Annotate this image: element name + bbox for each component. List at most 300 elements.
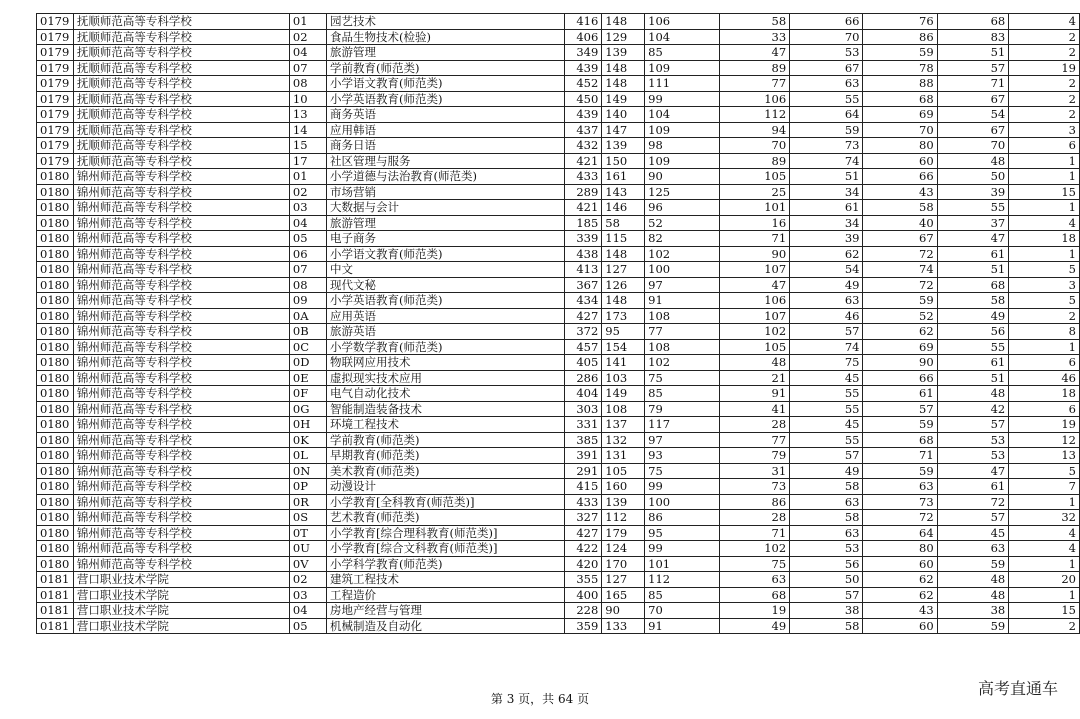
cell-school-code: 0180 bbox=[37, 262, 74, 278]
cell-major-name: 小学科学教育(师范类) bbox=[327, 556, 565, 572]
cell-major-code: 08 bbox=[289, 76, 326, 92]
cell-major-code: 0L bbox=[289, 448, 326, 464]
cell-total-score: 437 bbox=[565, 122, 602, 138]
cell-major-name: 应用韩语 bbox=[327, 122, 565, 138]
cell-col-6: 149 bbox=[602, 386, 645, 402]
cell-total-score: 406 bbox=[565, 29, 602, 45]
cell-major-code: 0P bbox=[289, 479, 326, 495]
table-row bbox=[37, 169, 1080, 185]
table-row bbox=[37, 618, 1080, 634]
cell-major-code: 02 bbox=[289, 572, 326, 588]
cell-col-11: 55 bbox=[937, 200, 1009, 216]
cell-col-12: 2 bbox=[1009, 29, 1080, 45]
cell-major-code: 05 bbox=[289, 231, 326, 247]
cell-major-name: 小学数学教育(师范类) bbox=[327, 339, 565, 355]
table-row bbox=[37, 138, 1080, 154]
cell-col-11: 51 bbox=[937, 262, 1009, 278]
cell-col-11: 71 bbox=[937, 76, 1009, 92]
cell-total-score: 349 bbox=[565, 45, 602, 61]
cell-major-name: 市场营销 bbox=[327, 184, 565, 200]
cell-col-6: 148 bbox=[602, 60, 645, 76]
cell-major-name: 小学教育[全科教育(师范类)] bbox=[327, 494, 565, 510]
cell-col-7: 96 bbox=[645, 200, 720, 216]
cell-col-11: 57 bbox=[937, 510, 1009, 526]
cell-total-score: 303 bbox=[565, 401, 602, 417]
cell-major-name: 学前教育(师范类) bbox=[327, 60, 565, 76]
cell-major-name: 房地产经营与管理 bbox=[327, 603, 565, 619]
cell-school-code: 0180 bbox=[37, 246, 74, 262]
cell-col-9: 57 bbox=[790, 324, 863, 340]
cell-school-code: 0180 bbox=[37, 541, 74, 557]
cell-major-code: 07 bbox=[289, 60, 326, 76]
cell-col-10: 59 bbox=[863, 463, 937, 479]
cell-major-name: 艺术教育(师范类) bbox=[327, 510, 565, 526]
cell-col-9: 67 bbox=[790, 60, 863, 76]
cell-col-9: 63 bbox=[790, 525, 863, 541]
cell-col-8: 90 bbox=[720, 246, 790, 262]
cell-col-10: 71 bbox=[863, 448, 937, 464]
cell-col-12: 3 bbox=[1009, 277, 1080, 293]
cell-col-8: 19 bbox=[720, 603, 790, 619]
cell-col-8: 21 bbox=[720, 370, 790, 386]
cell-school-name: 抚顺师范高等专科学校 bbox=[73, 122, 289, 138]
cell-major-name: 早期教育(师范类) bbox=[327, 448, 565, 464]
cell-col-12: 4 bbox=[1009, 14, 1080, 30]
cell-total-score: 400 bbox=[565, 587, 602, 603]
cell-major-name: 物联网应用技术 bbox=[327, 355, 565, 371]
cell-col-10: 57 bbox=[863, 401, 937, 417]
cell-col-6: 165 bbox=[602, 587, 645, 603]
cell-col-8: 58 bbox=[720, 14, 790, 30]
cell-col-10: 72 bbox=[863, 277, 937, 293]
cell-col-11: 38 bbox=[937, 603, 1009, 619]
cell-major-code: 02 bbox=[289, 29, 326, 45]
cell-total-score: 434 bbox=[565, 293, 602, 309]
cell-col-8: 77 bbox=[720, 76, 790, 92]
cell-school-name: 锦州师范高等专科学校 bbox=[73, 370, 289, 386]
cell-school-name: 锦州师范高等专科学校 bbox=[73, 401, 289, 417]
cell-school-name: 营口职业技术学院 bbox=[73, 603, 289, 619]
cell-col-8: 70 bbox=[720, 138, 790, 154]
cell-school-code: 0179 bbox=[37, 91, 74, 107]
cell-school-code: 0180 bbox=[37, 324, 74, 340]
cell-col-10: 60 bbox=[863, 618, 937, 634]
cell-col-9: 58 bbox=[790, 479, 863, 495]
cell-school-name: 锦州师范高等专科学校 bbox=[73, 200, 289, 216]
cell-col-6: 179 bbox=[602, 525, 645, 541]
cell-school-code: 0180 bbox=[37, 308, 74, 324]
cell-col-7: 85 bbox=[645, 45, 720, 61]
cell-col-9: 74 bbox=[790, 339, 863, 355]
cell-school-code: 0180 bbox=[37, 231, 74, 247]
cell-total-score: 286 bbox=[565, 370, 602, 386]
cell-col-6: 150 bbox=[602, 153, 645, 169]
cell-col-7: 85 bbox=[645, 386, 720, 402]
cell-school-code: 0179 bbox=[37, 138, 74, 154]
cell-col-12: 6 bbox=[1009, 401, 1080, 417]
cell-col-6: 154 bbox=[602, 339, 645, 355]
cell-col-12: 1 bbox=[1009, 200, 1080, 216]
cell-col-7: 75 bbox=[645, 370, 720, 386]
cell-col-6: 127 bbox=[602, 262, 645, 278]
cell-school-name: 锦州师范高等专科学校 bbox=[73, 293, 289, 309]
cell-col-10: 60 bbox=[863, 556, 937, 572]
cell-major-code: 0C bbox=[289, 339, 326, 355]
cell-school-name: 抚顺师范高等专科学校 bbox=[73, 91, 289, 107]
cell-col-9: 59 bbox=[790, 122, 863, 138]
cell-col-10: 62 bbox=[863, 572, 937, 588]
cell-col-7: 82 bbox=[645, 231, 720, 247]
cell-col-10: 78 bbox=[863, 60, 937, 76]
cell-col-11: 53 bbox=[937, 448, 1009, 464]
cell-col-7: 102 bbox=[645, 355, 720, 371]
cell-col-11: 56 bbox=[937, 324, 1009, 340]
cell-col-8: 112 bbox=[720, 107, 790, 123]
cell-school-code: 0180 bbox=[37, 510, 74, 526]
cell-col-7: 75 bbox=[645, 463, 720, 479]
table-row bbox=[37, 277, 1080, 293]
cell-major-name: 应用英语 bbox=[327, 308, 565, 324]
cell-col-10: 70 bbox=[863, 122, 937, 138]
cell-school-code: 0180 bbox=[37, 293, 74, 309]
cell-school-name: 锦州师范高等专科学校 bbox=[73, 386, 289, 402]
cell-col-6: 139 bbox=[602, 494, 645, 510]
cell-major-code: 0B bbox=[289, 324, 326, 340]
cell-col-6: 131 bbox=[602, 448, 645, 464]
cell-major-name: 小学英语教育(师范类) bbox=[327, 293, 565, 309]
cell-col-10: 64 bbox=[863, 525, 937, 541]
cell-col-6: 112 bbox=[602, 510, 645, 526]
cell-col-11: 83 bbox=[937, 29, 1009, 45]
cell-col-9: 56 bbox=[790, 556, 863, 572]
cell-col-11: 61 bbox=[937, 479, 1009, 495]
cell-school-code: 0179 bbox=[37, 122, 74, 138]
cell-col-11: 47 bbox=[937, 463, 1009, 479]
cell-col-12: 1 bbox=[1009, 169, 1080, 185]
cell-col-7: 91 bbox=[645, 618, 720, 634]
cell-col-7: 101 bbox=[645, 556, 720, 572]
cell-col-6: 105 bbox=[602, 463, 645, 479]
cell-col-8: 79 bbox=[720, 448, 790, 464]
cell-school-code: 0180 bbox=[37, 401, 74, 417]
table-row bbox=[37, 401, 1080, 417]
cell-col-8: 106 bbox=[720, 293, 790, 309]
cell-school-code: 0180 bbox=[37, 355, 74, 371]
cell-school-name: 锦州师范高等专科学校 bbox=[73, 308, 289, 324]
cell-total-score: 327 bbox=[565, 510, 602, 526]
cell-col-6: 147 bbox=[602, 122, 645, 138]
cell-school-name: 营口职业技术学院 bbox=[73, 587, 289, 603]
cell-col-9: 55 bbox=[790, 91, 863, 107]
cell-col-6: 143 bbox=[602, 184, 645, 200]
cell-col-12: 1 bbox=[1009, 556, 1080, 572]
cell-major-name: 食品生物技术(检验) bbox=[327, 29, 565, 45]
cell-col-12: 20 bbox=[1009, 572, 1080, 588]
cell-col-6: 161 bbox=[602, 169, 645, 185]
cell-col-11: 51 bbox=[937, 370, 1009, 386]
cell-col-12: 18 bbox=[1009, 231, 1080, 247]
cell-col-8: 102 bbox=[720, 541, 790, 557]
cell-major-code: 09 bbox=[289, 293, 326, 309]
cell-col-12: 2 bbox=[1009, 308, 1080, 324]
cell-major-code: 03 bbox=[289, 587, 326, 603]
cell-col-10: 90 bbox=[863, 355, 937, 371]
cell-col-7: 109 bbox=[645, 122, 720, 138]
cell-col-12: 5 bbox=[1009, 262, 1080, 278]
cell-school-name: 营口职业技术学院 bbox=[73, 618, 289, 634]
cell-major-code: 0S bbox=[289, 510, 326, 526]
cell-school-name: 锦州师范高等专科学校 bbox=[73, 448, 289, 464]
cell-total-score: 331 bbox=[565, 417, 602, 433]
cell-col-6: 129 bbox=[602, 29, 645, 45]
cell-school-name: 锦州师范高等专科学校 bbox=[73, 169, 289, 185]
cell-col-6: 173 bbox=[602, 308, 645, 324]
cell-col-8: 31 bbox=[720, 463, 790, 479]
cell-col-10: 59 bbox=[863, 293, 937, 309]
table-row bbox=[37, 324, 1080, 340]
cell-col-11: 61 bbox=[937, 246, 1009, 262]
cell-col-10: 72 bbox=[863, 510, 937, 526]
cell-major-name: 商务日语 bbox=[327, 138, 565, 154]
table-row bbox=[37, 525, 1080, 541]
cell-col-7: 109 bbox=[645, 153, 720, 169]
cell-col-6: 148 bbox=[602, 293, 645, 309]
cell-school-name: 锦州师范高等专科学校 bbox=[73, 231, 289, 247]
cell-total-score: 413 bbox=[565, 262, 602, 278]
cell-major-name: 小学语文教育(师范类) bbox=[327, 76, 565, 92]
cell-col-6: 126 bbox=[602, 277, 645, 293]
cell-col-8: 71 bbox=[720, 525, 790, 541]
cell-total-score: 416 bbox=[565, 14, 602, 30]
cell-col-7: 109 bbox=[645, 60, 720, 76]
cell-col-10: 80 bbox=[863, 541, 937, 557]
cell-col-12: 12 bbox=[1009, 432, 1080, 448]
cell-school-code: 0180 bbox=[37, 494, 74, 510]
cell-major-name: 现代文秘 bbox=[327, 277, 565, 293]
cell-col-12: 8 bbox=[1009, 324, 1080, 340]
table-row bbox=[37, 370, 1080, 386]
cell-school-name: 锦州师范高等专科学校 bbox=[73, 246, 289, 262]
cell-col-12: 2 bbox=[1009, 45, 1080, 61]
cell-total-score: 404 bbox=[565, 386, 602, 402]
cell-col-9: 55 bbox=[790, 432, 863, 448]
cell-school-code: 0181 bbox=[37, 618, 74, 634]
cell-col-9: 64 bbox=[790, 107, 863, 123]
cell-col-10: 59 bbox=[863, 45, 937, 61]
cell-col-10: 66 bbox=[863, 169, 937, 185]
table-row bbox=[37, 246, 1080, 262]
cell-school-name: 锦州师范高等专科学校 bbox=[73, 355, 289, 371]
cell-col-9: 63 bbox=[790, 76, 863, 92]
cell-col-9: 49 bbox=[790, 277, 863, 293]
cell-major-code: 13 bbox=[289, 107, 326, 123]
cell-col-12: 4 bbox=[1009, 525, 1080, 541]
cell-major-name: 学前教育(师范类) bbox=[327, 432, 565, 448]
table-row bbox=[37, 603, 1080, 619]
cell-total-score: 452 bbox=[565, 76, 602, 92]
cell-total-score: 421 bbox=[565, 153, 602, 169]
cell-col-10: 62 bbox=[863, 587, 937, 603]
cell-col-8: 71 bbox=[720, 231, 790, 247]
cell-col-10: 69 bbox=[863, 339, 937, 355]
cell-col-11: 55 bbox=[937, 339, 1009, 355]
cell-col-9: 53 bbox=[790, 45, 863, 61]
cell-col-10: 68 bbox=[863, 432, 937, 448]
cell-col-8: 106 bbox=[720, 91, 790, 107]
table-row bbox=[37, 417, 1080, 433]
cell-col-10: 66 bbox=[863, 370, 937, 386]
cell-major-code: 07 bbox=[289, 262, 326, 278]
table-row bbox=[37, 14, 1080, 30]
cell-total-score: 405 bbox=[565, 355, 602, 371]
cell-major-code: 04 bbox=[289, 45, 326, 61]
cell-col-11: 45 bbox=[937, 525, 1009, 541]
cell-school-name: 锦州师范高等专科学校 bbox=[73, 494, 289, 510]
cell-col-11: 48 bbox=[937, 386, 1009, 402]
cell-major-code: 15 bbox=[289, 138, 326, 154]
cell-col-8: 28 bbox=[720, 417, 790, 433]
cell-col-6: 148 bbox=[602, 14, 645, 30]
cell-major-code: 0D bbox=[289, 355, 326, 371]
cell-col-7: 99 bbox=[645, 91, 720, 107]
cell-school-name: 锦州师范高等专科学校 bbox=[73, 463, 289, 479]
cell-col-9: 54 bbox=[790, 262, 863, 278]
cell-col-11: 68 bbox=[937, 14, 1009, 30]
cell-col-10: 52 bbox=[863, 308, 937, 324]
cell-major-name: 工程造价 bbox=[327, 587, 565, 603]
cell-col-12: 1 bbox=[1009, 339, 1080, 355]
cell-total-score: 291 bbox=[565, 463, 602, 479]
cell-major-code: 04 bbox=[289, 603, 326, 619]
cell-col-6: 95 bbox=[602, 324, 645, 340]
cell-total-score: 427 bbox=[565, 525, 602, 541]
table-row bbox=[37, 122, 1080, 138]
cell-school-name: 锦州师范高等专科学校 bbox=[73, 479, 289, 495]
cell-col-10: 43 bbox=[863, 603, 937, 619]
cell-col-11: 54 bbox=[937, 107, 1009, 123]
cell-col-6: 148 bbox=[602, 246, 645, 262]
cell-major-code: 06 bbox=[289, 246, 326, 262]
cell-major-code: 01 bbox=[289, 169, 326, 185]
cell-school-name: 抚顺师范高等专科学校 bbox=[73, 14, 289, 30]
cell-col-8: 75 bbox=[720, 556, 790, 572]
cell-col-9: 55 bbox=[790, 401, 863, 417]
cell-school-code: 0180 bbox=[37, 417, 74, 433]
cell-total-score: 439 bbox=[565, 107, 602, 123]
cell-col-6: 108 bbox=[602, 401, 645, 417]
cell-col-12: 18 bbox=[1009, 386, 1080, 402]
cell-col-8: 86 bbox=[720, 494, 790, 510]
cell-col-8: 105 bbox=[720, 339, 790, 355]
cell-col-7: 108 bbox=[645, 308, 720, 324]
cell-col-11: 39 bbox=[937, 184, 1009, 200]
cell-school-name: 锦州师范高等专科学校 bbox=[73, 262, 289, 278]
cell-col-9: 46 bbox=[790, 308, 863, 324]
cell-major-name: 小学道德与法治教育(师范类) bbox=[327, 169, 565, 185]
cell-total-score: 420 bbox=[565, 556, 602, 572]
cell-total-score: 385 bbox=[565, 432, 602, 448]
cell-col-10: 62 bbox=[863, 324, 937, 340]
cell-col-6: 132 bbox=[602, 432, 645, 448]
cell-total-score: 372 bbox=[565, 324, 602, 340]
cell-major-name: 小学英语教育(师范类) bbox=[327, 91, 565, 107]
cell-total-score: 355 bbox=[565, 572, 602, 588]
table-row bbox=[37, 541, 1080, 557]
cell-col-12: 2 bbox=[1009, 618, 1080, 634]
cell-col-12: 6 bbox=[1009, 355, 1080, 371]
cell-school-name: 抚顺师范高等专科学校 bbox=[73, 60, 289, 76]
cell-col-12: 2 bbox=[1009, 91, 1080, 107]
cell-col-12: 1 bbox=[1009, 587, 1080, 603]
cell-major-name: 美术教育(师范类) bbox=[327, 463, 565, 479]
cell-col-12: 5 bbox=[1009, 463, 1080, 479]
cell-col-7: 98 bbox=[645, 138, 720, 154]
cell-col-7: 108 bbox=[645, 339, 720, 355]
cell-major-name: 旅游管理 bbox=[327, 45, 565, 61]
cell-major-code: 0A bbox=[289, 308, 326, 324]
cell-col-11: 50 bbox=[937, 169, 1009, 185]
cell-major-code: 03 bbox=[289, 200, 326, 216]
cell-col-8: 77 bbox=[720, 432, 790, 448]
cell-col-11: 67 bbox=[937, 91, 1009, 107]
cell-col-11: 57 bbox=[937, 417, 1009, 433]
cell-col-8: 25 bbox=[720, 184, 790, 200]
cell-school-name: 抚顺师范高等专科学校 bbox=[73, 45, 289, 61]
cell-col-10: 76 bbox=[863, 14, 937, 30]
cell-col-10: 73 bbox=[863, 494, 937, 510]
cell-major-code: 0T bbox=[289, 525, 326, 541]
cell-total-score: 359 bbox=[565, 618, 602, 634]
cell-total-score: 450 bbox=[565, 91, 602, 107]
table-row bbox=[37, 386, 1080, 402]
cell-col-8: 63 bbox=[720, 572, 790, 588]
cell-col-12: 2 bbox=[1009, 107, 1080, 123]
cell-col-7: 86 bbox=[645, 510, 720, 526]
cell-col-9: 45 bbox=[790, 370, 863, 386]
cell-school-name: 锦州师范高等专科学校 bbox=[73, 432, 289, 448]
cell-col-8: 47 bbox=[720, 277, 790, 293]
cell-col-9: 38 bbox=[790, 603, 863, 619]
cell-col-9: 73 bbox=[790, 138, 863, 154]
cell-col-6: 115 bbox=[602, 231, 645, 247]
cell-col-10: 72 bbox=[863, 246, 937, 262]
cell-col-11: 72 bbox=[937, 494, 1009, 510]
cell-col-11: 70 bbox=[937, 138, 1009, 154]
cell-col-8: 91 bbox=[720, 386, 790, 402]
cell-major-name: 机械制造及自动化 bbox=[327, 618, 565, 634]
cell-col-10: 69 bbox=[863, 107, 937, 123]
cell-col-7: 85 bbox=[645, 587, 720, 603]
table-row bbox=[37, 355, 1080, 371]
cell-col-8: 105 bbox=[720, 169, 790, 185]
table-row bbox=[37, 262, 1080, 278]
cell-col-10: 61 bbox=[863, 386, 937, 402]
cell-total-score: 422 bbox=[565, 541, 602, 557]
cell-school-code: 0180 bbox=[37, 215, 74, 231]
cell-col-7: 106 bbox=[645, 14, 720, 30]
cell-col-7: 102 bbox=[645, 246, 720, 262]
cell-school-code: 0180 bbox=[37, 386, 74, 402]
table-row bbox=[37, 587, 1080, 603]
cell-col-7: 79 bbox=[645, 401, 720, 417]
cell-col-12: 15 bbox=[1009, 184, 1080, 200]
cell-col-11: 37 bbox=[937, 215, 1009, 231]
cell-school-name: 锦州师范高等专科学校 bbox=[73, 215, 289, 231]
cell-col-8: 28 bbox=[720, 510, 790, 526]
cell-col-10: 60 bbox=[863, 153, 937, 169]
cell-col-11: 48 bbox=[937, 572, 1009, 588]
cell-col-12: 7 bbox=[1009, 479, 1080, 495]
